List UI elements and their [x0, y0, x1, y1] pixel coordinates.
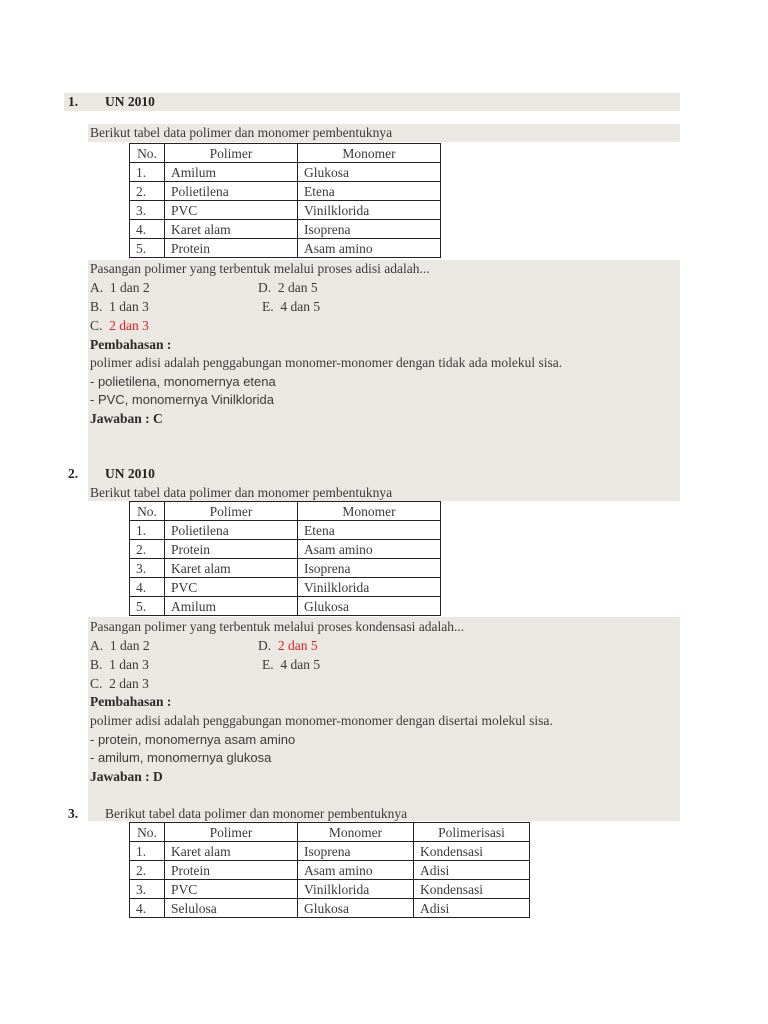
option-text: 2 dan 3 [109, 676, 149, 691]
option-text: 1 dan 2 [109, 280, 150, 295]
option-letter: A. [90, 638, 104, 653]
table-cell: 3. [130, 880, 165, 899]
table-cell: Isoprena [298, 559, 441, 578]
table-cell: 1. [130, 521, 165, 540]
option-text: 1 dan 3 [109, 657, 149, 672]
table-row [130, 861, 530, 880]
header-cell: Polimer [165, 502, 298, 521]
q1-question: Pasangan polimer yang terbentuk melalui proses adisi adalah... [90, 261, 430, 276]
q2-discussion-line: - amilum, monomernya glukosa [90, 750, 272, 765]
table-header-row [130, 823, 530, 842]
q3-number: 3. [68, 806, 79, 821]
table-cell: Asam amino [298, 239, 441, 258]
table-cell: 1. [130, 163, 165, 182]
q2-question: Pasangan polimer yang terbentuk melalui proses kondensasi adalah... [90, 619, 465, 634]
table-cell: Isoprena [298, 842, 414, 861]
table-cell: Glukosa [298, 597, 441, 616]
q1-answer: Jawaban : C [90, 411, 163, 426]
q1-heading-band [64, 93, 680, 111]
table-row [130, 201, 441, 220]
table-cell: Protein [165, 239, 298, 258]
table-row [130, 597, 441, 616]
table-cell: Kondensasi [414, 842, 530, 861]
q2-option-c[interactable] [90, 675, 149, 693]
table-cell: 5. [130, 597, 165, 616]
option-text: 4 dan 5 [280, 299, 321, 314]
q2-option-d[interactable] [258, 637, 318, 655]
table-cell: Glukosa [298, 163, 441, 182]
header-cell: Polimerisasi [414, 823, 530, 842]
table-cell: PVC [165, 578, 298, 597]
table-cell: Karet alam [165, 220, 298, 239]
table-row [130, 239, 441, 258]
q2-discussion-title: Pembahasan : [90, 694, 172, 709]
table-row [130, 578, 441, 597]
option-text: 2 dan 5 [277, 280, 318, 295]
option-text: 1 dan 3 [109, 299, 149, 314]
q1-number: 1. [68, 94, 79, 109]
q2-discussion-line: polimer adisi adalah penggabungan monomer-monomer dengan disertai molekul sisa. [90, 713, 553, 728]
table-cell: Protein [165, 540, 298, 559]
q2-data-table [129, 501, 441, 616]
table-row [130, 880, 530, 899]
q2-number: 2. [68, 466, 79, 481]
q1-discussion-title: Pembahasan : [90, 337, 172, 352]
q2-intro: Berikut tabel data polimer dan monomer pembentuknya [90, 485, 393, 500]
header-cell: Monomer [298, 823, 414, 842]
q3-data-table [129, 822, 530, 918]
correct-option-text: 2 dan 3 [109, 318, 149, 333]
table-cell: Polietilena [165, 521, 298, 540]
option-letter: D. [258, 280, 272, 295]
header-cell: Polimer [165, 823, 298, 842]
table-cell: Polietilena [165, 182, 298, 201]
table-row [130, 899, 530, 918]
table-row [130, 220, 441, 239]
q2-option-a[interactable] [90, 637, 150, 655]
header-cell: No. [130, 823, 165, 842]
table-cell: 4. [130, 578, 165, 597]
option-letter: E. [262, 657, 274, 672]
table-row [130, 163, 441, 182]
table-cell: Amilum [165, 163, 298, 182]
table-cell: Kondensasi [414, 880, 530, 899]
q1-option-c[interactable] [90, 317, 149, 335]
option-letter: E. [262, 299, 274, 314]
q1-option-a[interactable] [90, 279, 150, 297]
q1-option-d[interactable] [258, 279, 318, 297]
table-header-row [130, 502, 441, 521]
table-cell: Adisi [414, 899, 530, 918]
q1-discussion-line: - polietilena, monomernya etena [90, 374, 276, 389]
table-cell: Karet alam [165, 559, 298, 578]
q1-data-table [129, 143, 441, 258]
table-row [130, 182, 441, 201]
table-cell: 5. [130, 239, 165, 258]
table-cell: Amilum [165, 597, 298, 616]
q2-heading: UN 2010 [105, 466, 155, 481]
table-cell: Asam amino [298, 861, 414, 880]
correct-option-text: 2 dan 5 [277, 638, 318, 653]
option-letter: C. [90, 318, 103, 333]
table-header-row [130, 144, 441, 163]
option-letter: C. [90, 676, 103, 691]
header-cell: No. [130, 144, 165, 163]
q1-option-b[interactable] [90, 298, 149, 316]
table-cell: 4. [130, 220, 165, 239]
q2-discussion-line: - protein, monomernya asam amino [90, 732, 296, 747]
q3-intro: Berikut tabel data polimer dan monomer pembentuknya [105, 806, 408, 821]
table-cell: 2. [130, 861, 165, 880]
table-row [130, 540, 441, 559]
table-cell: Asam amino [298, 540, 441, 559]
q2-option-e[interactable] [262, 656, 320, 674]
option-letter: D. [258, 638, 272, 653]
table-cell: Etena [298, 521, 441, 540]
table-cell: PVC [165, 201, 298, 220]
option-text: 1 dan 2 [109, 638, 150, 653]
q1-option-e[interactable] [262, 298, 320, 316]
table-cell: Protein [165, 861, 298, 880]
table-cell: 4. [130, 899, 165, 918]
table-cell: 1. [130, 842, 165, 861]
header-cell: Polimer [165, 144, 298, 163]
option-text: 4 dan 5 [280, 657, 321, 672]
table-cell: 3. [130, 559, 165, 578]
table-cell: 2. [130, 182, 165, 201]
table-cell: Vinilklorida [298, 880, 414, 899]
table-cell: 2. [130, 540, 165, 559]
table-cell: Karet alam [165, 842, 298, 861]
table-row [130, 521, 441, 540]
header-cell: Monomer [298, 144, 441, 163]
q2-answer: Jawaban : D [90, 769, 163, 784]
table-cell: Isoprena [298, 220, 441, 239]
q1-heading: UN 2010 [105, 94, 155, 109]
header-cell: Monomer [298, 502, 441, 521]
table-row [130, 559, 441, 578]
header-cell: No. [130, 502, 165, 521]
table-cell: Vinilklorida [298, 578, 441, 597]
q1-intro: Berikut tabel data polimer dan monomer pembentuknya [90, 125, 393, 140]
table-cell: Vinilklorida [298, 201, 441, 220]
option-letter: B. [90, 657, 103, 672]
table-cell: Adisi [414, 861, 530, 880]
q2-option-b[interactable] [90, 656, 149, 674]
q1-discussion-line: polimer adisi adalah penggabungan monomer-monomer dengan tidak ada molekul sisa. [90, 355, 563, 370]
table-row [130, 842, 530, 861]
table-cell: Selulosa [165, 899, 298, 918]
option-letter: B. [90, 299, 103, 314]
table-cell: Etena [298, 182, 441, 201]
option-letter: A. [90, 280, 104, 295]
table-cell: 3. [130, 201, 165, 220]
table-cell: Glukosa [298, 899, 414, 918]
q1-discussion-line: - PVC, monomernya Vinilklorida [90, 392, 274, 407]
table-cell: PVC [165, 880, 298, 899]
